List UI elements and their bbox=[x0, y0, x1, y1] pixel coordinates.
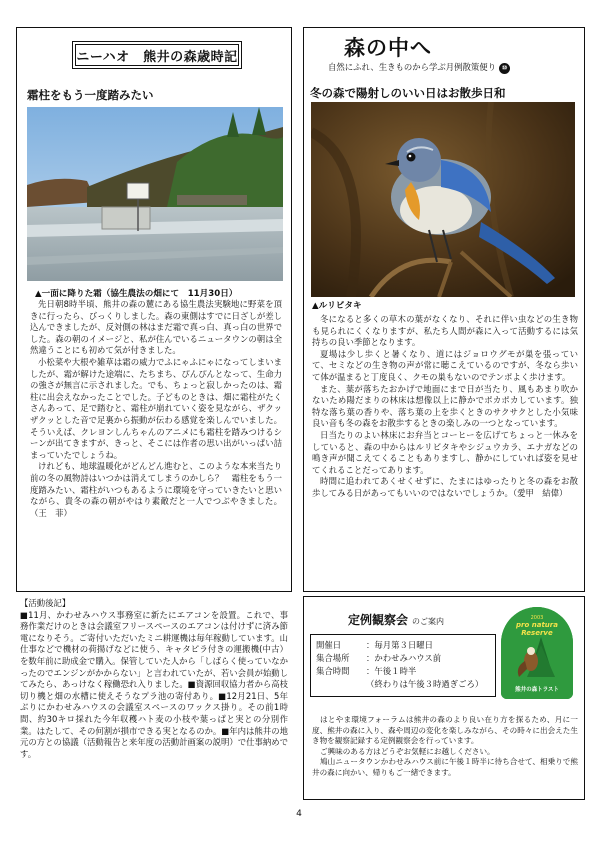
series-title: ニーハオ 熊井の森歳時記 bbox=[76, 49, 238, 65]
kumai-forest-trust-logo bbox=[501, 607, 573, 699]
logo-line1: pro natura bbox=[516, 621, 558, 629]
photo-caption: ▲ルリビタキ bbox=[312, 301, 362, 311]
report-heading: 【活動後記】 bbox=[20, 598, 71, 608]
info-value: ：かわせみハウス前 bbox=[366, 653, 442, 663]
column-title: 森の中へ bbox=[344, 36, 432, 60]
meeting-paragraph: 鳩山ニュータウンかわせみハウス前に午後１時半に待ち合せて、相乗りで熊井の森に向かい、帰りもご一緒できます。 bbox=[312, 757, 578, 777]
frost-field-photo bbox=[27, 107, 283, 281]
essay-article bbox=[16, 27, 292, 592]
essay-paragraph: 小松菜や大根や雑草は霜の威力でふにゃふにゃになってしまいましたが、霜が解けた途端に、たちまち、ぴんぴんとなって、生命力の強さが無言に示されました。でも、ちょっと寂しかったのは、霜柱に出会えなかったことでした。子どものときは、畑に霜柱がたくさんあって、足で踏むと、霜柱が崩れていく姿を見ながら、ザクッザクッとした音で足裏から振動が伝わる感覚を楽しんでいました。そういえば、クレヨンしんちゃんのアニメにも霜柱を踏みつけるシーンが出てきますが、きっと、そこには作者の思い出がいっぱい詰まっていたでしょうね。 bbox=[30, 356, 282, 460]
essay-heading: 霜柱をもう一度踏みたい bbox=[27, 88, 154, 102]
article-paragraph: 冬になると多くの草木の葉がなくなり、それに伴い虫などの生き物も見られにくくなりますが、私たち人間が森に入って活動するには気持ちの良い季節となります。 bbox=[312, 314, 578, 348]
series-title-frame bbox=[72, 41, 242, 69]
info-row bbox=[316, 665, 495, 678]
observation-meeting-notice bbox=[303, 596, 585, 800]
article-heading: 冬の森で陽射しのいい日はお散歩日和 bbox=[310, 86, 506, 100]
logo-name: 熊井の森トラスト bbox=[515, 687, 559, 693]
meeting-paragraph: はとやま環境フォーラムは熊井の森のより良い在り方を探るため、月に一度、熊井の森に入り、森や周辺の変化を楽しみながら、その時々に出会えた生き物を観察記録する定例観察会を行っています。 bbox=[312, 715, 578, 746]
meeting-description bbox=[312, 715, 578, 779]
meeting-paragraph: ご興味のある方はどうぞお気軽にお越しください。 bbox=[320, 746, 495, 756]
meeting-title-text: 定例観察会 bbox=[348, 613, 409, 627]
activity-report bbox=[16, 596, 292, 800]
article-paragraph: 夏場は少し歩くと暑くなり、道にはジョロウグモが巣を張っていて、セミなどの生き物の声が常に聴こえているのですが、冬なら歩いて体が温まると丁度良く、クモの巣もないのでテンポよく歩けます。 bbox=[312, 348, 578, 382]
info-label: 集合場所 bbox=[316, 653, 350, 663]
article-paragraph: 時間に追われてあくせくせずに、たまにはゆったりと冬の森をお散歩してみる日があってもいいのではないでしょうか。（愛甲 結偉） bbox=[312, 476, 578, 498]
info-row bbox=[316, 678, 495, 691]
red-flanked-bluetail-photo bbox=[311, 102, 575, 297]
report-body: ■11月、かわせみハウス事務室に新たにエアコンを設置。これで、事務作業だけのときは会議室フリースペースのエアコンは付けずに済み節電になりそう。ご寄付いただいたミニ耕運機は毎年稼動しています。山仕事などで機材の荷揚げなどに使う、キャタピラ付きの運搬機(中古）を数年前に助成金で購入。保管していた人から「しばらく使っていなかったのでエンジンがかからない」と言われていたが、若い会員が始動してみたら、あっけなく稼働恐れ入りました。■資源回収協力者から高枝切り機と畑の水槽に使えそうなプラ池の寄付あり。■12月21日、5年ぶりにかわせみハウスの会議室スペースのワックス掛り。その前1時間、約30キロ採れた今年収穫ハト麦の小枝や葉っぱと実との分別作業。はたして、その何割が損市できる実となるのか。■年内は熊井の地元の方との協議（活動報告と来年度の活動計画案の説明）で仕事納めです。 bbox=[20, 609, 288, 759]
logo-year: 2003 bbox=[530, 615, 544, 621]
info-value: ：午後１時半 bbox=[366, 666, 417, 676]
article-paragraph: 日当たりのよい林床にお弁当とコーヒーを広げてちょっと一休みをしていると、森の中からはルリビタキやシジュウカラ、エナガなどの鳴き声が聞こえてくることもありますし、静かにしていれば姿を見せてくれることだってあります。 bbox=[312, 429, 578, 475]
article-body bbox=[312, 314, 578, 500]
essay-paragraph: けれども、地球温暖化がどんどん進むと、このような本来当たり前の冬の風物詩はいつかは消えてしまうのかしら？ 霜柱をもう一度踏みたい、霜柱がいつもあるように環境を守っていきたいと思いながら、貴冬の森の朝がやはり素敵だと一人でつぶやきました。（王 菲） bbox=[30, 461, 282, 518]
column-subtitle-text: 自然にふれ、生きものから学ぶ月例散策便り bbox=[328, 62, 497, 72]
column-subtitle bbox=[328, 61, 510, 74]
info-row bbox=[316, 639, 495, 652]
essay-body bbox=[30, 299, 282, 519]
info-label: 開催日 bbox=[316, 640, 342, 650]
info-note: （終わりは午後３時過ぎごろ） bbox=[366, 679, 484, 689]
info-label: 集合時間 bbox=[316, 666, 350, 676]
info-row bbox=[316, 652, 495, 665]
meeting-info-box bbox=[310, 634, 496, 697]
issue-number-badge: ⑩ bbox=[499, 63, 510, 74]
logo-line2: Reserve bbox=[521, 629, 553, 637]
photo-caption: ▲一面に降りた霜（協生農法の畑にて 11月30日） bbox=[35, 289, 238, 299]
essay-paragraph: 先日朝8時半頃、熊井の森の麓にある協生農法実験地に野菜を頂きに行ったら、びっくりしました。森の東側はすでに日ざしが差し込んできましたが、反対側の林はまだ霜で真っ白、真っ白の世界でした。森の朝のイメージと、私が住んでいるニュータウンの朝は全然違うことにも初めて気が付きました。 bbox=[30, 299, 282, 356]
info-value: ：毎月第３日曜日 bbox=[366, 640, 433, 650]
meeting-title-suffix: のご案内 bbox=[412, 617, 445, 626]
meeting-title bbox=[348, 611, 444, 628]
nature-walk-article bbox=[303, 27, 585, 592]
page-number: 4 bbox=[296, 809, 302, 819]
article-paragraph: また、葉が落ちたおかげで地面にまで日が当たり、風もあまり吹かないため陽だまりの林床は想像以上に静かでポカポカしています。独特な落ち葉の香りや、落ち葉の上を歩くときのサクサクとした小気味良い音も冬の森をお散歩するときの楽しみの一つとなっています。 bbox=[312, 383, 578, 429]
